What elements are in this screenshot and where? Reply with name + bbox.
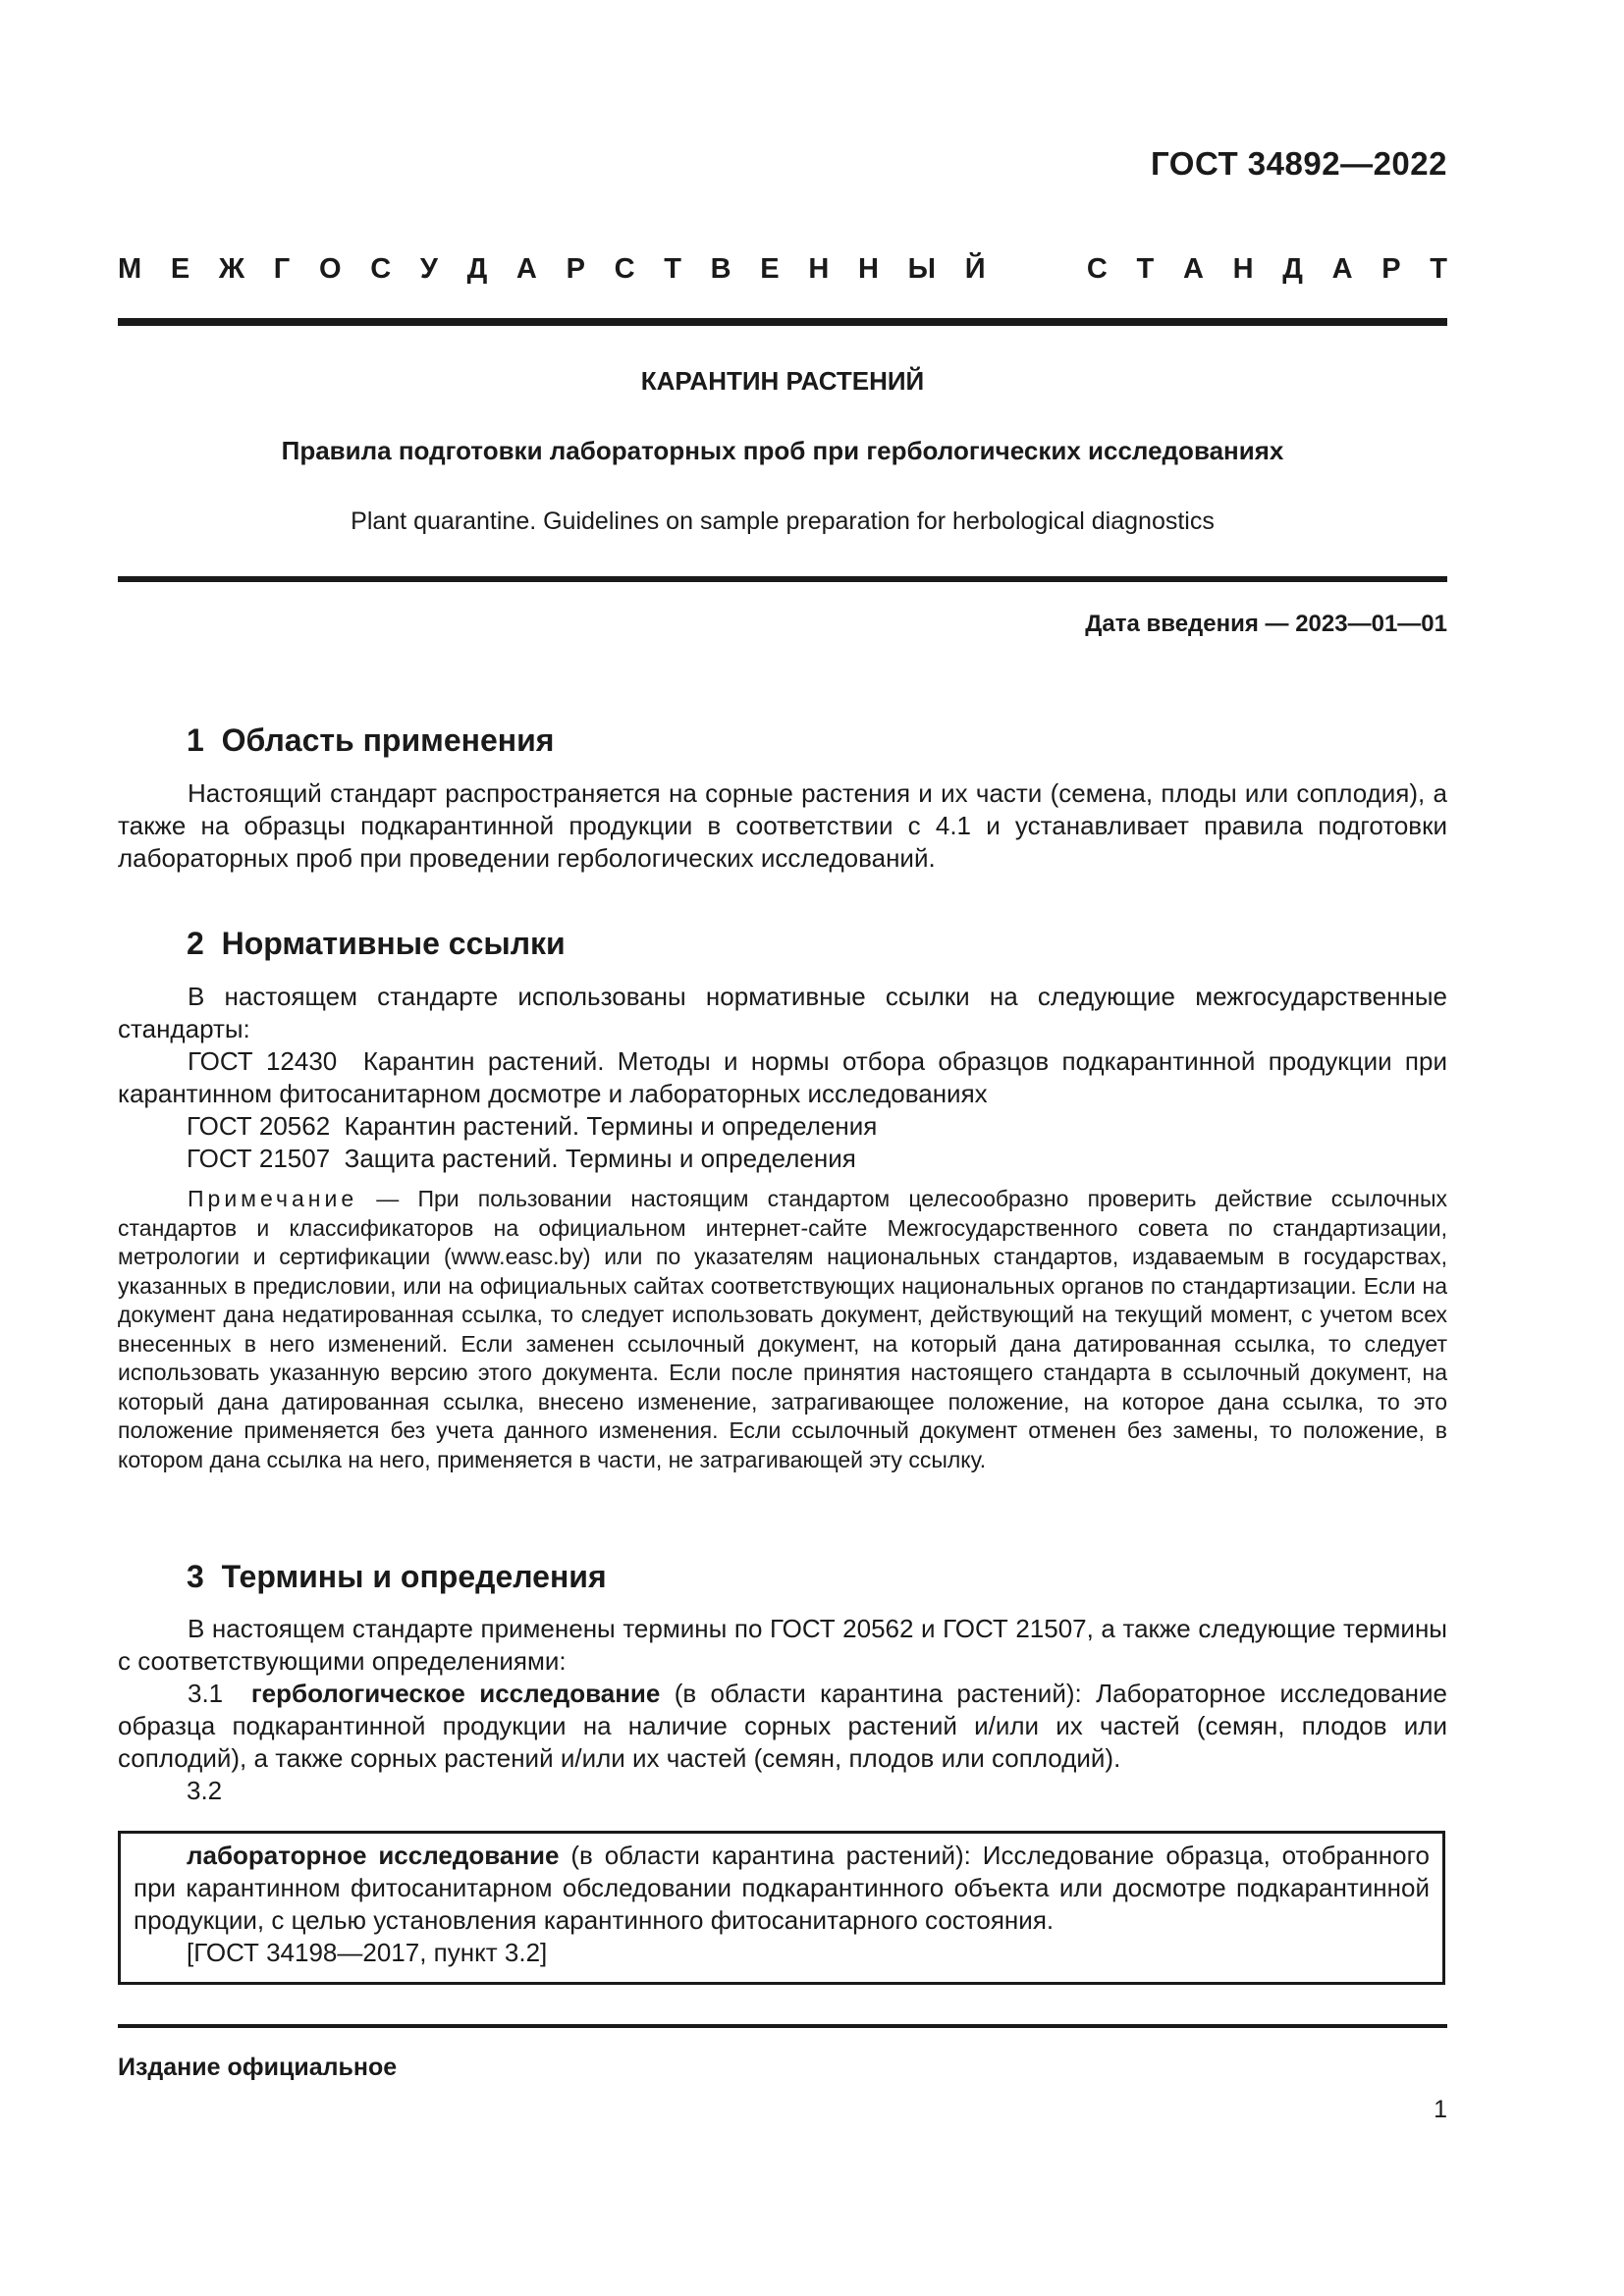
banner-letter: А xyxy=(1182,253,1204,285)
banner-letter: С xyxy=(370,253,392,285)
banner-letter: У xyxy=(419,253,438,285)
banner-letter: А xyxy=(515,253,537,285)
banner-letter: Р xyxy=(1381,253,1401,285)
reference-gost-20562: ГОСТ 20562 Карантин растений. Термины и определения xyxy=(187,1111,878,1141)
banner-letter: Д xyxy=(1282,253,1303,285)
section-3-heading: 3 Термины и определения xyxy=(187,1559,607,1594)
document-number: ГОСТ 34892—2022 xyxy=(1151,145,1447,182)
term-3-1-number: 3.1 xyxy=(188,1679,251,1708)
term-3-2 xyxy=(134,1840,1430,1937)
introduction-date: Дата введения — 2023—01—01 xyxy=(1085,611,1447,637)
term-3-2-term: лабораторное исследование xyxy=(187,1841,560,1870)
banner-letter: Р xyxy=(566,253,585,285)
banner-letter: В xyxy=(710,253,731,285)
document-subtitle-english: Plant quarantine. Guidelines on sample preparation for herbological diagnostics xyxy=(351,507,1215,535)
section-2-intro: В настоящем стандарте использованы нормативные ссылки на следующие межгосударственные стандарты: xyxy=(118,982,1447,1043)
banner-letter: Н xyxy=(857,253,879,285)
term-3-2-source: [ГОСТ 34198—2017, пункт 3.2] xyxy=(187,1938,548,1967)
reference-gost-12430: ГОСТ 12430 Карантин растений. Методы и нормы отбора образцов подкарантинной продукции при карантинном фитосанитарном досмотре и лабораторных исследованиях xyxy=(118,1046,1455,1108)
banner-letter: А xyxy=(1331,253,1353,285)
section-1-text: Настоящий стандарт распространяется на сорные растения и их части (семена, плоды или соплодия), а также на образцы подкарантинной продукции в соответствии с 4.1 и устанавливает правила подготовки лабораторных проб при проведении гербологических исследований. xyxy=(118,778,1447,873)
section-1-heading: 1 Область применения xyxy=(187,722,555,758)
page-number: 1 xyxy=(1434,2096,1447,2123)
banner-letter: Е xyxy=(170,253,190,285)
note-label: Примечание xyxy=(188,1186,358,1211)
top-rule xyxy=(118,318,1447,326)
section-2-note xyxy=(118,1185,1447,1474)
standard-banner xyxy=(118,253,1447,286)
document-title: КАРАНТИН РАСТЕНИЙ xyxy=(640,366,925,396)
title-rule xyxy=(118,576,1447,582)
footer-rule xyxy=(118,2024,1447,2028)
term-3-1 xyxy=(118,1678,1447,1775)
banner-letter: М xyxy=(118,253,142,285)
banner-letter: С xyxy=(614,253,635,285)
banner-word-gap xyxy=(1014,253,1057,286)
banner-letter: Н xyxy=(1232,253,1254,285)
reference-gost-21507: ГОСТ 21507 Защита растений. Термины и определения xyxy=(187,1144,856,1173)
banner-letter: С xyxy=(1086,253,1108,285)
note-text: — При пользовании настоящим стандартом целесообразно проверить действие ссылочных стандартов и классификаторов на официальном интернет-сайте Межгосударственного совета по стандартизации, метрологии и сертификации (www.easc.by) или по указателям национальных стандартов, издаваемым в государствах, указанных в предисловии, или на официальных сайтах соответствующих национальных органов по стандартизации. Если на документ дана недатированная ссылка, то следует использовать документ, действующий на текущий момент, с учетом всех внесенных в него изменений. Если заменен ссылочный документ, на который дана датированная ссылка, то следует использовать указанную версию этого документа. Если после принятия настоящего стандарта в ссылочный документ, на который дана датированная ссылка, внесено изменение, затрагивающее положение, на которое дана ссылка, то это положение применяется без учета данного изменения. Если ссылочный документ отменен без замены, то положение, в котором дана ссылка на него, применяется в части, не затрагивающей эту ссылку. xyxy=(118,1186,1447,1472)
banner-letter: Т xyxy=(1136,253,1155,285)
banner-letter: Й xyxy=(964,253,986,285)
banner-letter: Ы xyxy=(907,253,936,285)
term-3-2-number: 3.2 xyxy=(187,1776,223,1805)
document-subtitle: Правила подготовки лабораторных проб при гербологических исследованиях xyxy=(281,436,1284,465)
section-2-heading: 2 Нормативные ссылки xyxy=(187,926,566,961)
banner-letter: Е xyxy=(760,253,780,285)
term-3-2-definition: (в области карантина растений): Исследование образца, отобранного при карантинном фитосанитарном обследовании подкарантинного объекта или досмотре подкарантинной продукции, с целью установления карантинного фитосанитарного состояния. xyxy=(134,1841,1430,1935)
official-edition-label: Издание официальное xyxy=(118,2054,398,2081)
banner-letter: Г xyxy=(273,253,291,285)
banner-letter: Т xyxy=(1430,253,1447,285)
banner-letter: Ж xyxy=(218,253,245,285)
banner-letter: Н xyxy=(808,253,830,285)
banner-letter: Т xyxy=(664,253,681,285)
term-3-1-definition: (в области карантина растений): Лабораторное исследование образца подкарантинной продукции на наличие сорных растений и/или их частей (семян, плодов или соплодий), а также сорных растений и/или их частей (семян, плодов или соплодий). xyxy=(118,1679,1447,1773)
section-3-intro: В настоящем стандарте применены термины по ГОСТ 20562 и ГОСТ 21507, а также следующие термины с соответствующими определениями: xyxy=(118,1614,1447,1676)
term-3-1-term: гербологическое исследование xyxy=(250,1679,661,1708)
banner-letter: Д xyxy=(466,253,488,285)
banner-letter: О xyxy=(318,253,342,285)
